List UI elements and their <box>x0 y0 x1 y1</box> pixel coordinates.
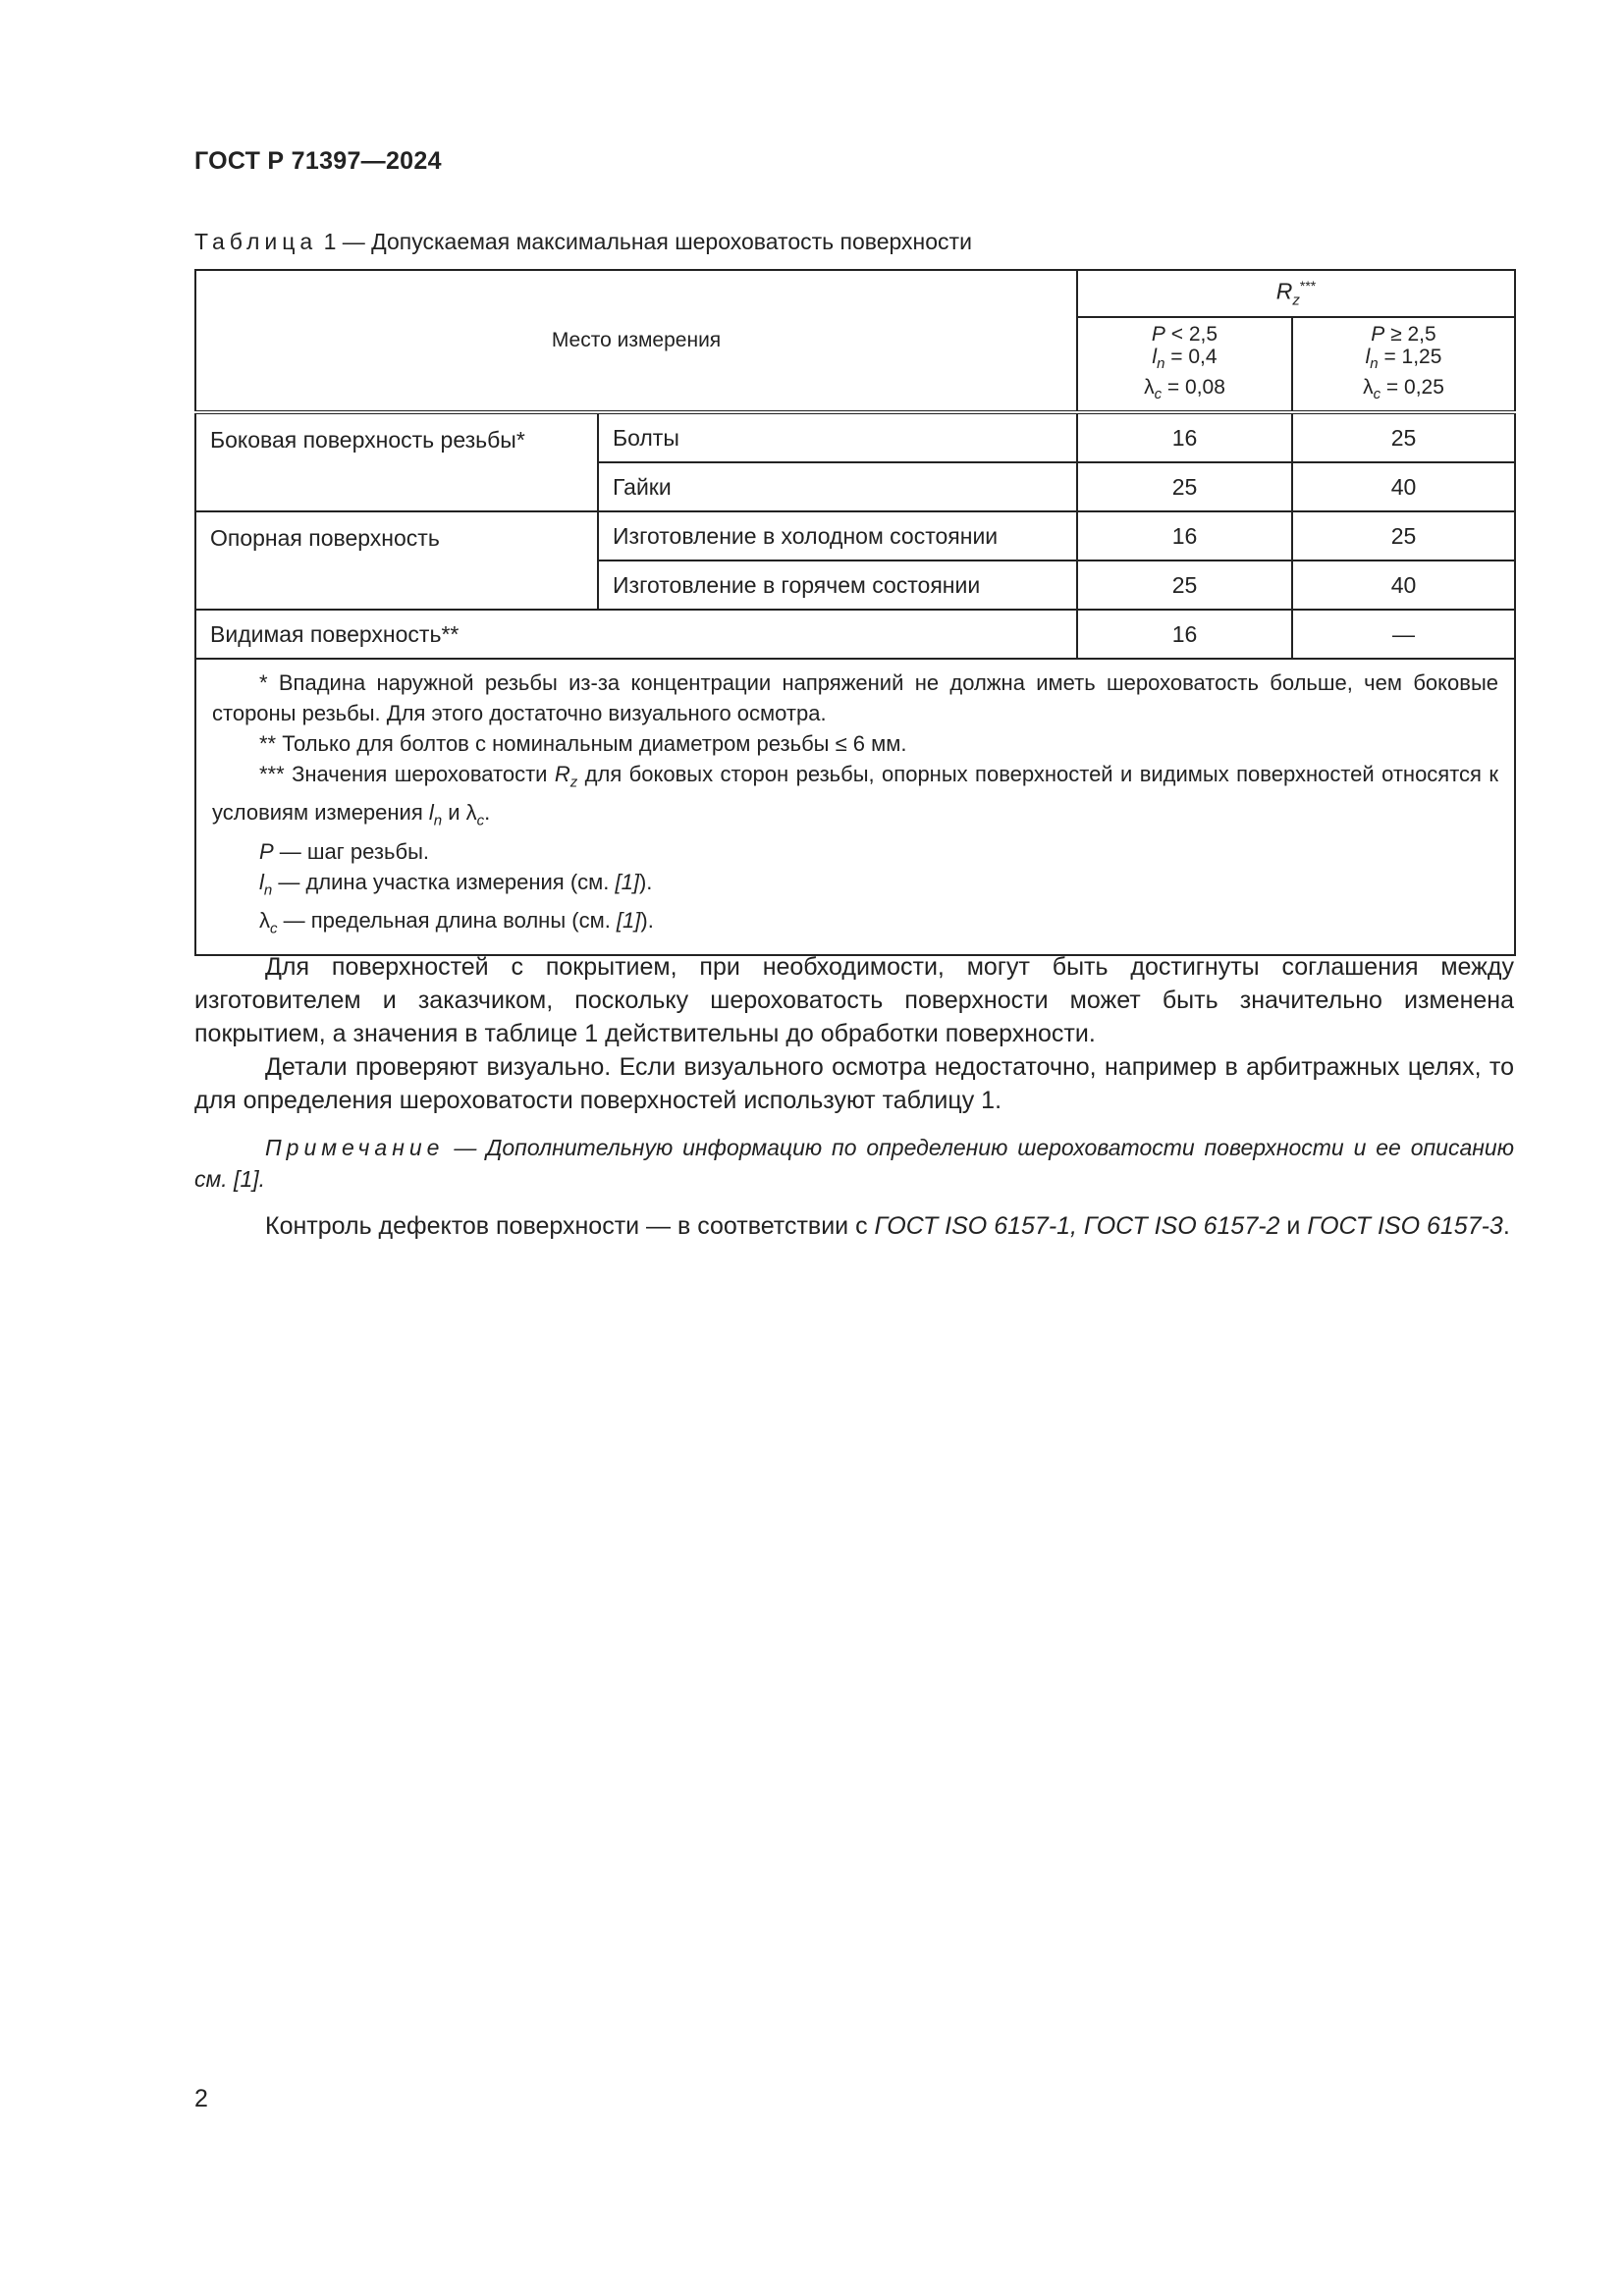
note-text: — Дополнительную информацию по определению шероховатости поверхности и ее описанию см. [1]. <box>194 1135 1514 1192</box>
row-group-label: Опорная поверхность <box>195 511 598 610</box>
value-cell: 16 <box>1077 511 1292 561</box>
table-row <box>195 610 1515 659</box>
value-cell: 40 <box>1292 462 1515 511</box>
note-paragraph <box>194 1132 1514 1195</box>
footnote-lambda: $\lambda_c$ — предельная длина волны (см. [1]). <box>259 908 654 937</box>
header-location: Место измерения <box>195 270 1077 412</box>
row-item-label: Гайки <box>598 462 1077 511</box>
table-row <box>195 511 1515 561</box>
roughness-table <box>194 269 1516 956</box>
row-item-label: Изготовление в горячем состоянии <box>598 561 1077 610</box>
header-condition-b: P ≥ 2,5 $l_n = 1,25$ $\lambda_c = 0,25$ <box>1292 317 1515 412</box>
footnote-3: *** Значения шероховатости $R_z$ для боковых сторон резьбы, опорных поверхностей и видимых поверхностей относятся к условиям измерения $l_n$ и $\lambda_c$. <box>212 762 1498 829</box>
value-cell: 25 <box>1292 412 1515 462</box>
document-header: ГОСТ Р 71397—2024 <box>194 147 442 175</box>
defects-paragraph: Контроль дефектов поверхности — в соответствии с ГОСТ ISO 6157-1, ГОСТ ISO 6157-2 и ГОСТ ISO 6157-3. <box>265 1212 1510 1240</box>
row-item-label: Болты <box>598 412 1077 462</box>
table-caption <box>194 229 972 255</box>
value-cell: 16 <box>1077 610 1292 659</box>
header-condition-a: P < 2,5 $l_n = 0,4$ $\lambda_c = 0,08$ <box>1077 317 1292 412</box>
page-number: 2 <box>194 2085 208 2112</box>
table-caption-title: 1 — Допускаемая максимальная шероховатость поверхности <box>317 229 972 254</box>
row-group-label: Боковая поверхность резьбы* <box>195 412 598 511</box>
note-word: Примечание <box>265 1135 445 1160</box>
footnote-ln: $l_n$ — длина участка измерения (см. [1]). <box>259 869 653 899</box>
value-cell: 40 <box>1292 561 1515 610</box>
standard-reference: ГОСТ ISO 6157-3 <box>1307 1212 1503 1240</box>
row-group-label: Видимая поверхность** <box>195 610 1077 659</box>
value-cell: 16 <box>1077 412 1292 462</box>
footnote-p: P — шаг резьбы. <box>259 838 429 864</box>
paragraph-coatings: Для поверхностей с покрытием, при необходимости, могут быть достигнуты соглашения между изготовителем и заказчиком, поскольку шероховатость поверхности может быть значительно изменена покрытием, а значения в таблице 1 действительны до обработки поверхности. <box>194 953 1514 1047</box>
value-cell: 25 <box>1077 561 1292 610</box>
footnote-2: ** Только для болтов с номинальным диаметром резьбы ≤ 6 мм. <box>259 731 907 756</box>
value-cell: 25 <box>1292 511 1515 561</box>
header-rz: $R_z^{***}$ <box>1077 270 1515 317</box>
row-item-label: Изготовление в холодном состоянии <box>598 511 1077 561</box>
standard-reference: ГОСТ ISO 6157-1, ГОСТ ISO 6157-2 <box>874 1212 1280 1240</box>
paragraph-visual-check: Детали проверяют визуально. Если визуального осмотра недостаточно, например в арбитражных целях, то для определения шероховатости поверхностей используют таблицу 1. <box>194 1053 1514 1114</box>
table-caption-word: Таблица <box>194 229 318 254</box>
table-footnotes <box>195 659 1515 955</box>
value-cell: — <box>1292 610 1515 659</box>
table-row <box>195 412 1515 462</box>
value-cell: 25 <box>1077 462 1292 511</box>
body-paragraphs <box>194 950 1514 1117</box>
footnote-1: * Впадина наружной резьбы из-за концентрации напряжений не должна иметь шероховатость больше, чем боковые стороны резьбы. Для этого достаточно визуального осмотра. <box>212 670 1499 725</box>
